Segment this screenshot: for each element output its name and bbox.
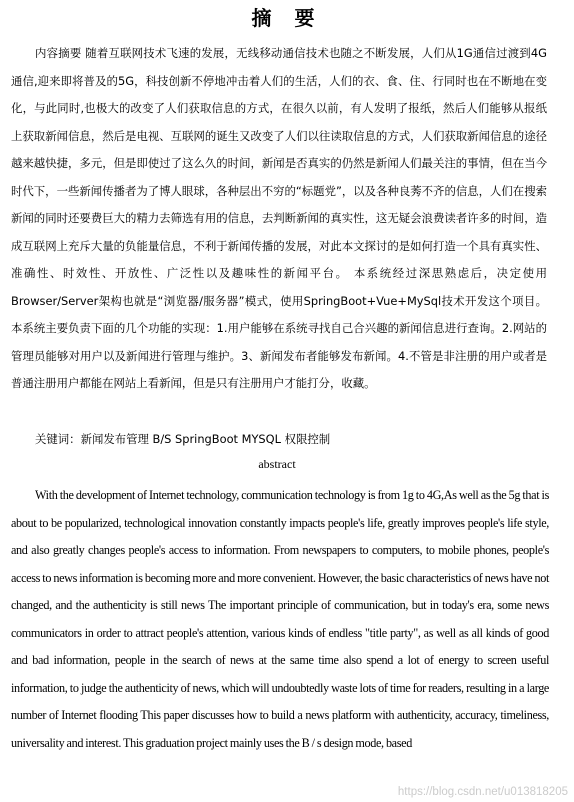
watermark: https://blog.csdn.net/u013818205 [397, 786, 568, 798]
chinese-abstract-paragraph: 内容摘要 随着互联网技术飞速的发展，无线移动通信技术也随之不断发展，人们从1G通信过渡到4G通信,迎来即将普及的5G，科技创新不停地冲击着人们的生活，人们的衣、食、住、行同时也在不断地在变化，与此同时,也极大的改变了人们获取信息的方式，在很久以前，有人发明了报纸，然后人们能够从报纸上获取新闻信息，然后是电视、互联网的诞生又改变了人们以往读取信息的方式，人们获取新闻信息的途径越来越快捷，多元，但是即使过了这么久的时间，新闻是否真实的仍然是新闻人们最关注的事情，但在当今时代下，一些新闻传播者为了博人眼球，各种层出不穷的“标题党”，以及各种良莠不齐的信息，人们在搜索新闻的同时还要费巨大的精力去筛选有用的信息，去判断新闻的真实性，这无疑会浪费读者许多的时间，造成互联网上充斥大量的负能量信息，不利于新闻传播的发展，对此本文探讨的是如何打造一个具有真实性、准确性、时效性、开放性、广泛性以及趣味性的新闻平台。 本系统经过深思熟虑后，决定使用Browser/Server架构也就是“浏览器/服务器”模式，使用SpringBoot+Vue+MySql技术开发这个项目。本系统主要负责下面的几个功能的实现：1.用户能够在系统寻找自己合兴趣的新闻信息进行查询。2.网站的管理员能够对用户以及新闻进行管理与维护。3、新闻发布者能够发布新闻。4.不管是非注册的用户或者是普通注册用户都能在网站上看新闻，但是只有注册用户才能打分，收藏。 [11, 46, 547, 390]
page-title: 摘 要 [251, 6, 323, 30]
keywords-line: 关键词：新闻发布管理 B/S SpringBoot MYSQL 权限控制 [35, 432, 331, 446]
english-abstract-paragraph: With the development of Internet technology, communication technology is from 1g to 4G,As well as the 5g that is about to be popularized, technological innovation constantly impacts people's life, greatly improves people's life style, and also greatly changes people's access to information. From newspapers to computers, to mobile phones, people's access to news information is becoming more and more convenient. However, the basic characteristics of news have not changed, and the authenticity is still news The important principle of communication, but in today's era, some news communicators in order to attract people's attention, various kinds of endless "title party", as well as all kinds of good and bad information, people in the search of news at the same time also spend a lot of energy to screen useful information, to judge the authenticity of news, which will undoubtedly waste lots of time for readers, resulting in a large number of Internet flooding This paper discusses how to build a news platform with authenticity, accuracy, timeliness, universality and interest. This graduation project mainly uses the B / s design mode, based [11, 488, 549, 750]
english-abstract-title: abstract [258, 457, 296, 471]
